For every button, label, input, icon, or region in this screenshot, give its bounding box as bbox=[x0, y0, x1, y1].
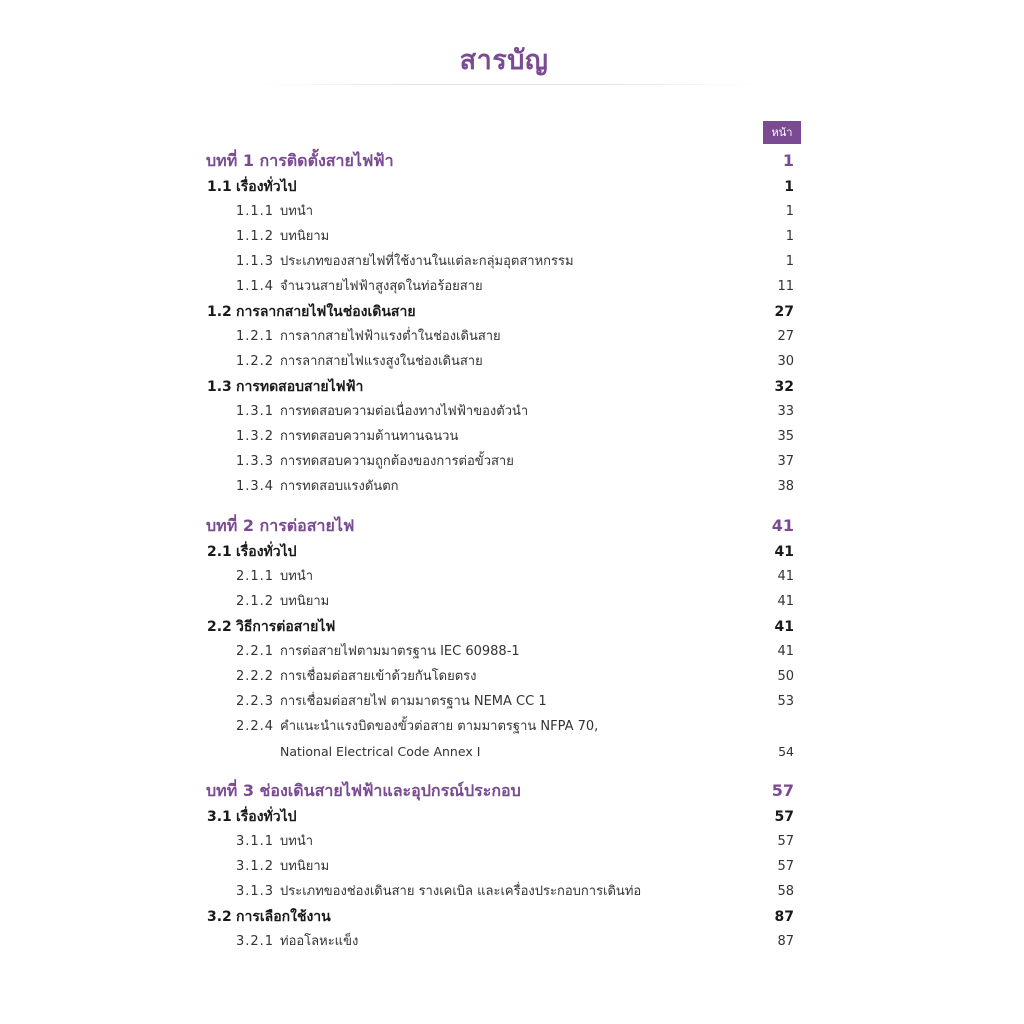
toc-entry-label: การเชื่อมต่อสายเข้าด้วยกันโดยตรง bbox=[280, 669, 477, 684]
toc-entry-page: 57 bbox=[777, 834, 794, 849]
toc-entry-label: การทดสอบสายไฟฟ้า bbox=[236, 379, 364, 395]
toc-subsection bbox=[206, 565, 794, 589]
toc-entry-page: 54 bbox=[778, 744, 794, 759]
toc-entry-page: 37 bbox=[777, 454, 794, 469]
toc-entry-number: 3.2 bbox=[207, 909, 232, 925]
toc-entry-number: 1.3.1 bbox=[236, 404, 275, 419]
toc-subsection bbox=[206, 225, 794, 249]
toc-entry-label: การลากสายไฟในช่องเดินสาย bbox=[236, 304, 416, 320]
toc-entry-label: การทดสอบความถูกต้องของการต่อขั้วสาย bbox=[280, 454, 514, 469]
toc-entry-number: 2.1.2 bbox=[236, 594, 275, 609]
toc-entry-number: 1.3.3 bbox=[236, 454, 275, 469]
toc-entry-number: 3.1 bbox=[207, 809, 232, 825]
toc-entry-page: 41 bbox=[774, 544, 794, 560]
toc-entry-label: บทนำ bbox=[280, 834, 314, 849]
toc-entry-label: เรื่องทั่วไป bbox=[236, 809, 297, 825]
toc-subsection bbox=[206, 880, 794, 904]
toc-entry-label: บทนำ bbox=[280, 204, 314, 219]
toc-entry-label: บทนิยาม bbox=[280, 229, 330, 244]
toc-entry-page: 50 bbox=[777, 669, 794, 684]
toc-entry-page: 27 bbox=[774, 304, 794, 320]
toc-section bbox=[206, 300, 794, 324]
toc-entry-label: คำแนะนำแรงบิดของขั้วต่อสาย ตามมาตรฐาน NFPA 70, bbox=[280, 719, 599, 734]
toc-entry-label: การทดสอบความต้านทานฉนวน bbox=[280, 429, 459, 444]
toc-entry-label: การเลือกใช้งาน bbox=[236, 909, 331, 925]
toc-entry-page: 11 bbox=[777, 279, 794, 294]
page-column-header: หน้า bbox=[763, 121, 801, 144]
toc-chapter bbox=[206, 779, 794, 803]
toc-subsection bbox=[206, 690, 794, 714]
toc-entry-label: การเชื่อมต่อสายไฟ ตามมาตรฐาน NEMA CC 1 bbox=[280, 694, 547, 709]
toc-entry-page: 57 bbox=[771, 781, 794, 800]
toc-entry-number: 1.1.1 bbox=[236, 204, 275, 219]
toc-entry-number: 3.2.1 bbox=[236, 934, 275, 949]
toc-entry-page: 57 bbox=[777, 859, 794, 874]
toc-subsection bbox=[206, 740, 794, 764]
toc-entry-page: 41 bbox=[774, 619, 794, 635]
toc-entry-page: 87 bbox=[777, 934, 794, 949]
toc-subsection bbox=[206, 715, 794, 739]
toc-entry-label: เรื่องทั่วไป bbox=[236, 179, 297, 195]
toc-section bbox=[206, 905, 794, 929]
toc-subsection bbox=[206, 325, 794, 349]
toc-entry-number: 2.1.1 bbox=[236, 569, 275, 584]
toc-entry-number: 1.1.2 bbox=[236, 229, 275, 244]
toc-entry-number: 3.1.3 bbox=[236, 884, 275, 899]
toc-entry-label: บทนิยาม bbox=[280, 859, 330, 874]
toc-subsection bbox=[206, 400, 794, 424]
toc-subsection bbox=[206, 640, 794, 664]
toc-subsection bbox=[206, 350, 794, 374]
toc-entry-label: บทนิยาม bbox=[280, 594, 330, 609]
toc-entry-number: 1.1.4 bbox=[236, 279, 275, 294]
toc-entry-label: จำนวนสายไฟฟ้าสูงสุดในท่อร้อยสาย bbox=[280, 279, 483, 294]
toc-entry-label: บทที่ 3 ช่องเดินสายไฟฟ้าและอุปกรณ์ประกอบ bbox=[206, 781, 521, 800]
toc-entry-label: บทที่ 1 การติดตั้งสายไฟฟ้า bbox=[206, 151, 394, 170]
toc-entry-label: เรื่องทั่วไป bbox=[236, 544, 297, 560]
toc-entry-page: 1 bbox=[782, 151, 794, 170]
toc-entry-label: การทดสอบความต่อเนื่องทางไฟฟ้าของตัวนำ bbox=[280, 404, 529, 419]
toc-entry-number: 2.1 bbox=[207, 544, 232, 560]
toc-entry-label: National Electrical Code Annex I bbox=[280, 744, 481, 759]
toc-section bbox=[206, 540, 794, 564]
toc-subsection bbox=[206, 590, 794, 614]
toc-entry-number: 2.2.4 bbox=[236, 719, 275, 734]
toc-subsection bbox=[206, 450, 794, 474]
toc-section bbox=[206, 805, 794, 829]
toc-entry-number: 1.3.4 bbox=[236, 479, 275, 494]
toc-entry-page: 1 bbox=[785, 229, 794, 244]
toc-entry-number: 1.3 bbox=[207, 379, 232, 395]
toc-entry-label: ประเภทของสายไฟที่ใช้งานในแต่ละกลุ่มอุตสาหกรรม bbox=[280, 254, 574, 269]
toc-entry-label: บทนำ bbox=[280, 569, 314, 584]
toc-entry-number: 2.2.3 bbox=[236, 694, 275, 709]
toc-entry-label: การลากสายไฟฟ้าแรงต่ำในช่องเดินสาย bbox=[280, 329, 501, 344]
toc-entry-number: 1.3.2 bbox=[236, 429, 275, 444]
toc-subsection bbox=[206, 855, 794, 879]
page-title: สารบัญ bbox=[459, 45, 549, 76]
toc-entry-page: 1 bbox=[785, 254, 794, 269]
toc-entry-number: 1.1.3 bbox=[236, 254, 275, 269]
toc-entry-label: การต่อสายไฟตามมาตรฐาน IEC 60988-1 bbox=[280, 644, 520, 659]
toc-entry-label: การทดสอบแรงดันตก bbox=[280, 479, 399, 494]
toc-entry-page: 32 bbox=[774, 379, 794, 395]
toc-entry-label: การลากสายไฟแรงสูงในช่องเดินสาย bbox=[280, 354, 483, 369]
toc-section bbox=[206, 375, 794, 399]
toc-entry-number: 2.2 bbox=[207, 619, 232, 635]
toc-entry-number: 1.2.1 bbox=[236, 329, 275, 344]
toc-entry-page: 41 bbox=[777, 594, 794, 609]
toc-entry-page: 27 bbox=[777, 329, 794, 344]
toc-subsection bbox=[206, 475, 794, 499]
toc-chapter bbox=[206, 514, 794, 538]
toc-entry-number: 3.1.1 bbox=[236, 834, 275, 849]
toc-entry-page: 35 bbox=[777, 429, 794, 444]
toc-entry-page: 87 bbox=[774, 909, 794, 925]
toc-entry-page: 1 bbox=[784, 179, 794, 195]
toc-subsection bbox=[206, 830, 794, 854]
toc-entry-page: 1 bbox=[785, 204, 794, 219]
toc-entry-number: 1.2 bbox=[207, 304, 232, 320]
toc-chapter bbox=[206, 149, 794, 173]
toc-entry-page: 38 bbox=[777, 479, 794, 494]
toc-subsection bbox=[206, 250, 794, 274]
toc-subsection bbox=[206, 665, 794, 689]
toc-entry-page: 30 bbox=[777, 354, 794, 369]
toc-entry-number: 1.1 bbox=[207, 179, 232, 195]
toc-subsection bbox=[206, 200, 794, 224]
toc-entry-page: 33 bbox=[777, 404, 794, 419]
toc-entry-page: 41 bbox=[777, 644, 794, 659]
toc-entry-label: วิธีการต่อสายไฟ bbox=[236, 619, 336, 635]
toc-entry-page: 41 bbox=[771, 516, 794, 535]
toc-entry-number: 1.2.2 bbox=[236, 354, 275, 369]
toc-entry-number: 2.2.1 bbox=[236, 644, 275, 659]
toc-entry-number: 2.2.2 bbox=[236, 669, 275, 684]
toc-entry-number: 3.1.2 bbox=[236, 859, 275, 874]
toc-entry-label: บทที่ 2 การต่อสายไฟ bbox=[206, 516, 355, 535]
toc-subsection bbox=[206, 275, 794, 299]
toc-section bbox=[206, 615, 794, 639]
toc-subsection bbox=[206, 930, 794, 954]
toc-entry-page: 57 bbox=[774, 809, 794, 825]
toc-section bbox=[206, 175, 794, 199]
toc-entry-label: ท่ออโลหะแข็ง bbox=[280, 934, 359, 949]
toc-entry-page: 53 bbox=[777, 694, 794, 709]
toc-entry-label: ประเภทของช่องเดินสาย รางเคเบิล และเครื่องประกอบการเดินท่อ bbox=[280, 884, 642, 899]
toc-subsection bbox=[206, 425, 794, 449]
toc-entry-page: 41 bbox=[777, 569, 794, 584]
toc-entry-page: 58 bbox=[777, 884, 794, 899]
